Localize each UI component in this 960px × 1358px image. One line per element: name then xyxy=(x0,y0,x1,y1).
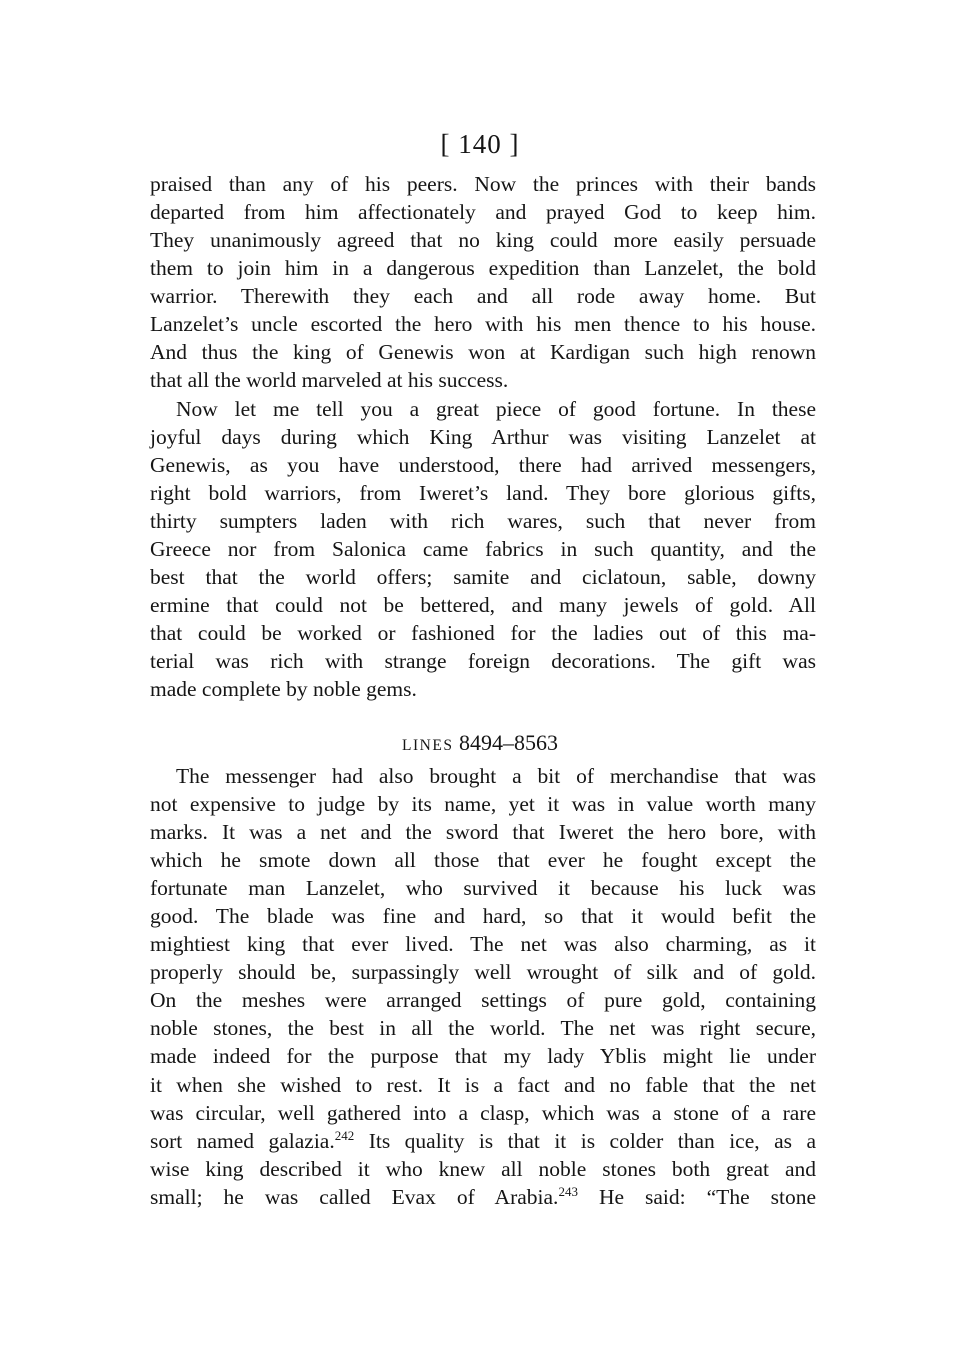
section-heading-range: 8494–8563 xyxy=(458,730,558,755)
paragraph-praised xyxy=(150,170,816,394)
text-line: that all the world marveled at his success. xyxy=(150,368,509,393)
text-line: it when she wished to rest. It is a fact and no fable that the net xyxy=(150,1072,816,1097)
footnote-ref: 243 xyxy=(558,1183,578,1199)
text-line: Greece nor from Salonica came fabrics in such quantity, and the xyxy=(150,537,816,562)
text-line: praised than any of his peers. Now the princes with their bands xyxy=(150,172,816,196)
line-text: He said: “The stone xyxy=(577,1184,816,1209)
text-line: best that the world offers; samite and ciclatoun, sable, downy xyxy=(150,565,816,590)
text-line: joyful days during which King Arthur was visiting Lanzelet at xyxy=(150,425,816,450)
text-line: ermine that could not be bettered, and many jewels of gold. All xyxy=(150,593,816,618)
line-text: small; he was called Evax of Arabia. xyxy=(150,1184,559,1209)
line-text: sort named galazia. xyxy=(150,1128,335,1153)
text-line: mightiest king that ever lived. The net was also charming, as it xyxy=(150,932,816,957)
text-line: terial was rich with strange foreign decorations. The gift was xyxy=(150,649,816,674)
footnote-ref: 242 xyxy=(334,1127,355,1143)
text-line: Lanzelet’s uncle escorted the hero with his men thence to his house. xyxy=(150,312,816,337)
text-line: made indeed for the purpose that my lady Yblis might lie under xyxy=(150,1044,816,1069)
text-line: Now let me tell you a great piece of good fortune. In these xyxy=(176,397,816,421)
text-line: good. The blade was fine and hard, so that it would befit the xyxy=(150,904,816,929)
text-line: On the meshes were arranged settings of pure gold, containing xyxy=(150,988,816,1013)
text-line: departed from him affectionately and prayed God to keep him. xyxy=(150,200,816,225)
text-line: noble stones, the best in all the world. The net was right secure, xyxy=(150,1016,816,1041)
page-number: [ 140 ] xyxy=(440,129,520,159)
section-heading xyxy=(0,726,960,763)
text-line: thirty sumpters laden with rich wares, such that never from xyxy=(150,509,816,534)
text-line: warrior. Therewith they each and all rode away home. But xyxy=(150,284,816,309)
text-line xyxy=(150,1183,816,1211)
line-text: Its quality is that it is colder than ice, as a xyxy=(354,1128,816,1153)
text-line: The messenger had also brought a bit of merchandise that was xyxy=(176,764,816,788)
text-line: Genewis, as you have understood, there had arrived messengers, xyxy=(150,453,816,478)
text-line: fortunate man Lanzelet, who survived it because his luck was xyxy=(150,876,816,901)
text-line: marks. It was a net and the sword that Iweret the hero bore, with xyxy=(150,820,816,845)
text-line: not expensive to judge by its name, yet it was in value worth many xyxy=(150,792,816,817)
text-line: was circular, well gathered into a clasp, which was a stone of a rare xyxy=(150,1100,816,1125)
text-line: made complete by noble gems. xyxy=(150,677,417,702)
text-line: properly should be, surpassingly well wrought of silk and of gold. xyxy=(150,960,816,985)
text-line: that could be worked or fashioned for the ladies out of this ma- xyxy=(150,621,816,646)
paragraph-good-fortune xyxy=(150,395,816,704)
text-line: They unanimously agreed that no king could more easily persuade xyxy=(150,228,816,253)
text-line: And thus the king of Genewis won at Kardigan such high renown xyxy=(150,340,816,365)
text-line: them to join him in a dangerous expedition than Lanzelet, the bold xyxy=(150,256,816,281)
text-line: wise king described it who knew all noble stones both great and xyxy=(150,1156,816,1181)
section-heading-word: LINES xyxy=(402,737,454,754)
paragraph-messenger xyxy=(150,762,816,1211)
text-line xyxy=(150,1127,816,1155)
text-line: right bold warriors, from Iweret’s land. They bore glorious gifts, xyxy=(150,481,816,506)
text-line: which he smote down all those that ever he fought except the xyxy=(150,848,816,873)
